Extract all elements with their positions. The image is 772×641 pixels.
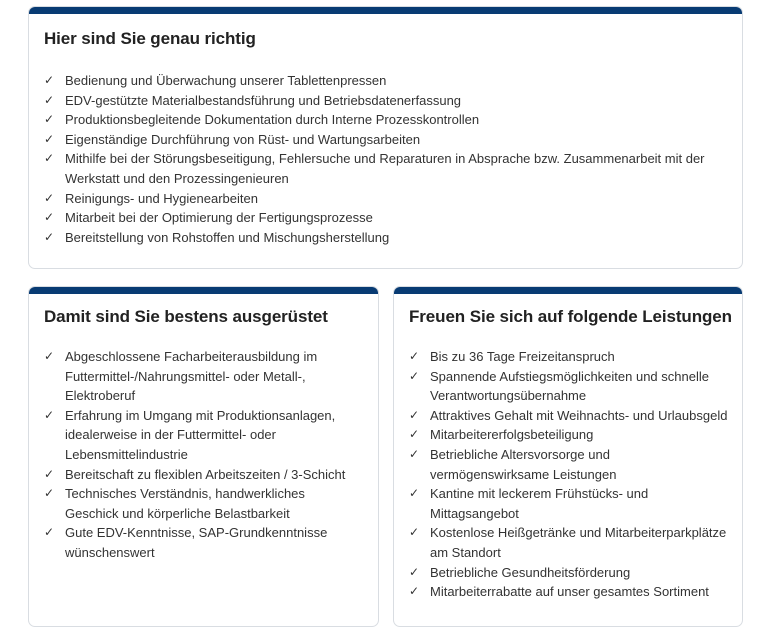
list-item-text: Produktionsbegleitende Dokumentation durch Interne Prozesskontrollen — [65, 112, 480, 128]
list-item — [44, 347, 348, 406]
list-item — [409, 445, 728, 484]
list-item — [44, 149, 730, 188]
checkmark-icon: ✓ — [409, 407, 420, 422]
checkmark-icon: ✓ — [44, 190, 55, 205]
list-item-text: Mitarbeit bei der Optimierung der Fertigungsprozesse — [65, 210, 373, 226]
list-item — [44, 465, 348, 485]
list-item-text: Spannende Aufstiegsmöglichkeiten und schnelle Verantwortungsübernahme — [430, 368, 709, 404]
list-item — [44, 523, 348, 562]
checkmark-icon: ✓ — [44, 486, 55, 501]
checkmark-icon: ✓ — [44, 131, 55, 146]
requirements-card — [28, 286, 379, 627]
list-item-text: Mitarbeitererfolgsbeteiligung — [430, 427, 594, 443]
list-item-text: Kostenlose Heißgetränke und Mitarbeiterparkplätze am Standort — [430, 525, 727, 560]
tasks-card — [28, 6, 743, 269]
benefits-title: Freuen Sie sich auf folgende Leistungen — [409, 307, 732, 326]
checkmark-icon: ✓ — [409, 368, 420, 383]
list-item-text: Bereitstellung von Rohstoffen und Mischungsherstellung — [65, 229, 390, 245]
list-item — [409, 582, 728, 602]
list-item — [44, 484, 348, 523]
list-item-text: Bereitschaft zu flexiblen Arbeitszeiten / 3-Schicht — [65, 466, 346, 482]
list-item-text: Betriebliche Altersvorsorge und vermögenswirksame Leistungen — [430, 446, 617, 482]
checkmark-icon: ✓ — [409, 584, 420, 599]
list-item — [44, 130, 730, 150]
checkmark-icon: ✓ — [409, 349, 420, 363]
list-item-text: Mithilfe bei der Störungsbeseitigung, Fehlersuche und Reparaturen in Absprache bzw. Zusammenarbeit mit der Werkstatt und den Prozessingenieuren — [65, 151, 705, 186]
list-item-text: Erfahrung im Umgang mit Produktionsanlagen, idealerweise in der Futtermittel- oder Lebensmittelindustrie — [65, 407, 336, 462]
checkmark-icon: ✓ — [409, 525, 420, 540]
list-item — [44, 91, 730, 111]
checkmark-icon: ✓ — [409, 486, 420, 501]
list-item-text: Technisches Verständnis, handwerkliches Geschick und körperliche Belastbarkeit — [65, 486, 305, 521]
checkmark-icon: ✓ — [409, 564, 420, 579]
list-item-text: EDV-gestützte Materialbestandsführung und Betriebsdatenerfassung — [65, 92, 462, 108]
checkmark-icon: ✓ — [44, 466, 55, 481]
list-item — [409, 523, 728, 562]
list-item — [44, 71, 730, 91]
list-item — [409, 425, 728, 445]
checkmark-icon: ✓ — [44, 229, 55, 244]
list-item-text: Attraktives Gehalt mit Weihnachts- und Urlaubsgeld — [430, 407, 728, 423]
checkmark-icon: ✓ — [44, 92, 55, 107]
list-item — [409, 484, 728, 523]
list-item-text: Bedienung und Überwachung unserer Tablettenpressen — [65, 73, 387, 88]
list-item-text: Gute EDV-Kenntnisse, SAP-Grundkenntnisse wünschenswert — [65, 525, 328, 560]
checkmark-icon: ✓ — [409, 446, 420, 461]
checkmark-icon: ✓ — [44, 151, 55, 166]
checkmark-icon: ✓ — [44, 525, 55, 540]
list-item — [44, 406, 348, 465]
list-item-text: Mitarbeiterrabatte auf unser gesamtes Sortiment — [430, 584, 709, 600]
list-item-text: Betriebliche Gesundheitsförderung — [430, 564, 631, 580]
list-item — [409, 347, 728, 367]
checkmark-icon: ✓ — [44, 73, 55, 87]
list-item — [44, 208, 730, 228]
requirements-list — [44, 347, 348, 563]
checkmark-icon: ✓ — [44, 210, 55, 225]
tasks-title: Hier sind Sie genau richtig — [44, 29, 256, 48]
checkmark-icon: ✓ — [409, 427, 420, 442]
tasks-list — [44, 71, 730, 247]
list-item-text: Bis zu 36 Tage Freizeitanspruch — [430, 349, 615, 364]
checkmark-icon: ✓ — [44, 407, 55, 422]
benefits-list — [409, 347, 728, 602]
list-item-text: Reinigungs- und Hygienearbeiten — [65, 190, 258, 206]
list-item-text: Abgeschlossene Facharbeiterausbildung im Futtermittel-/Nahrungsmittel- oder Metall-, Elektroberuf — [65, 349, 318, 404]
list-item-text: Kantine mit leckerem Frühstücks- und Mittagsangebot — [430, 486, 649, 521]
benefits-card — [393, 286, 743, 627]
list-item — [44, 189, 730, 209]
list-item — [409, 563, 728, 583]
checkmark-icon: ✓ — [44, 112, 55, 127]
list-item — [409, 406, 728, 426]
list-item-text: Eigenständige Durchführung von Rüst- und Wartungsarbeiten — [65, 131, 421, 147]
list-item — [409, 367, 728, 406]
list-item — [44, 228, 730, 248]
requirements-title: Damit sind Sie bestens ausgerüstet — [44, 307, 328, 326]
checkmark-icon: ✓ — [44, 349, 55, 363]
list-item — [44, 110, 730, 130]
